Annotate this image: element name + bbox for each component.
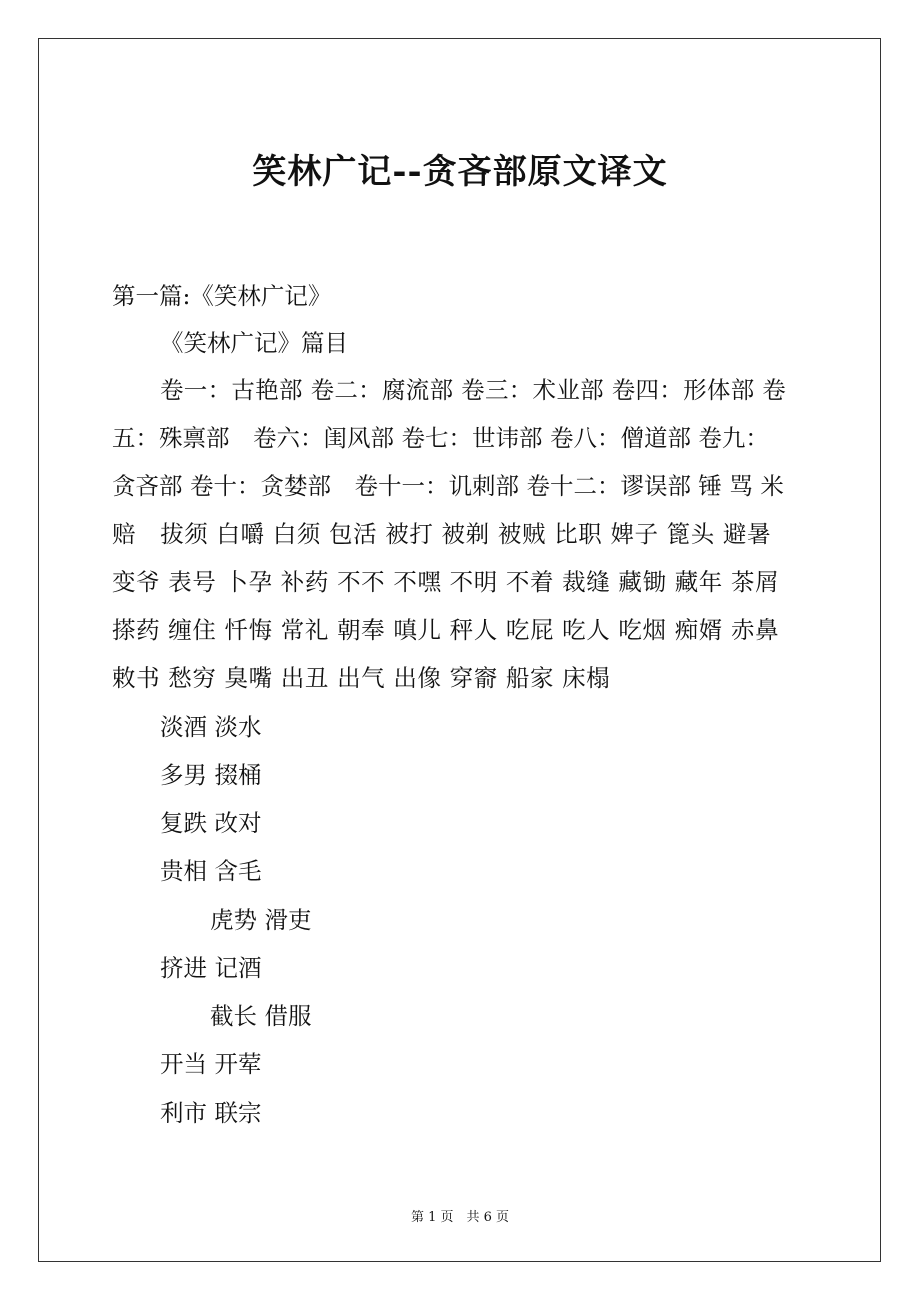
paragraph-line: 赔 拔须 白嚼 白须 包活 被打 被剃 被贼 比职 婢子 篦头 避暑 (112, 520, 772, 548)
list-item: 挤进 记酒 (160, 954, 262, 982)
list-item: 淡酒 淡水 (160, 713, 262, 741)
list-item: 复跌 改对 (160, 809, 262, 837)
list-item: 截长 借服 (210, 1002, 312, 1030)
list-item: 虎势 滑吏 (210, 906, 312, 934)
list-item: 开当 开荤 (160, 1050, 262, 1078)
list-item: 利市 联宗 (160, 1099, 262, 1127)
paragraph-line: 卷一：古艳部 卷二：腐流部 卷三：术业部 卷四：形体部 卷 (160, 376, 787, 404)
subheading: 《笑林广记》篇目 (160, 329, 348, 357)
paragraph-line: 五：殊禀部 卷六：闺风部 卷七：世讳部 卷八：僧道部 卷九： (112, 424, 769, 452)
list-item: 贵相 含毛 (160, 857, 262, 885)
section-heading: 第一篇:《笑林广记》 (112, 282, 332, 310)
paragraph-line: 贪吝部 卷十：贪婪部 卷十一：讥刺部 卷十二：谬误部 锤 骂 米 (112, 472, 784, 500)
document-title: 笑林广记--贪吝部原文译文 (252, 152, 668, 192)
page-number: 第 1 页 共 6 页 (410, 1210, 510, 1225)
paragraph-line: 敕书 愁穷 臭嘴 出丑 出气 出像 穿窬 船家 床榻 (112, 664, 611, 692)
list-item: 多男 掇桶 (160, 761, 262, 789)
paragraph-line: 搽药 缠住 忏悔 常礼 朝奉 嗔儿 秤人 吃屁 吃人 吃烟 痴婿 赤鼻 (112, 616, 780, 644)
paragraph-line: 变爷 表号 卜孕 补药 不不 不嘿 不明 不着 裁缝 藏锄 藏年 茶屑 (112, 568, 780, 596)
